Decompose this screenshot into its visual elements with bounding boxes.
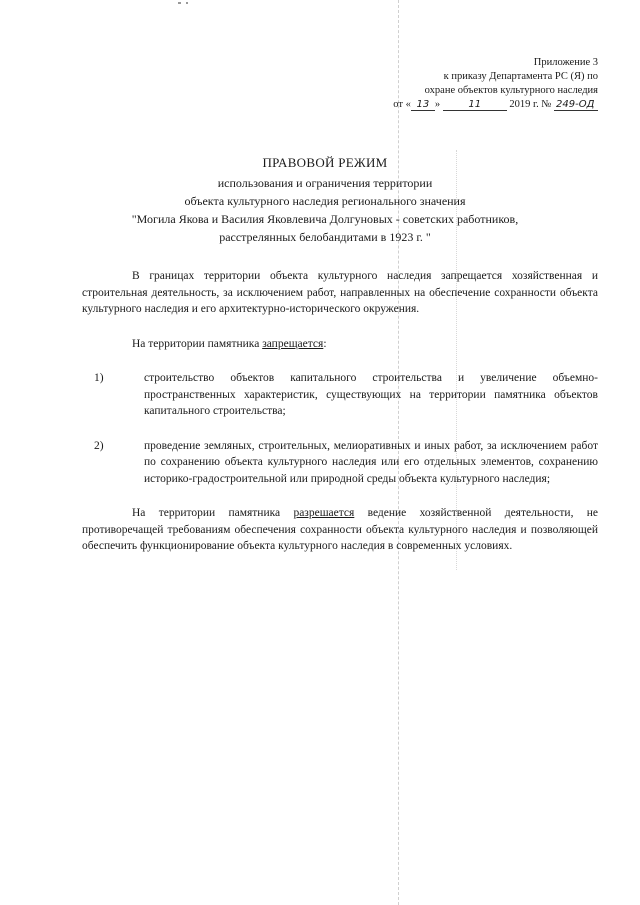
- title-line-4: расстрелянных белобандитами в 1923 г. ": [219, 230, 431, 244]
- paragraph-3-suffix: ведение хозяйственной деятельности, не противоречащей требованиям обеспечения сохранности объекта культурного наследия и позволяющей обеспечить функционирование объекта культурного наследия в современных условиях.: [82, 507, 598, 552]
- date-mid: »: [434, 99, 441, 110]
- handwritten-day: 13: [411, 99, 435, 111]
- handwritten-order-number: 249-ОД: [554, 99, 598, 111]
- list-item-1-text: строительство объектов капитального строительства и увеличение объемно-пространственных характеристик, существующих на территории памятника объектов капитального строительства;: [144, 372, 598, 417]
- appendix-line-2: к приказу Департамента РС (Я) по: [443, 71, 598, 82]
- list-item-2-text: проведение земляных, строительных, мелиоративных и иных работ, за исключением работ по сохранению объекта культурного наследия или его отдельных элементов, сохранению историко-градостроительной или природной среды объекта культурного наследия;: [144, 439, 598, 485]
- permitted-keyword: разрешается: [293, 507, 355, 519]
- title-line-1: использования и ограничения территории: [217, 176, 433, 190]
- appendix-line-3: охране объектов культурного наследия: [424, 85, 598, 96]
- scan-speck: [186, 2, 188, 4]
- document-title-block: [60, 154, 590, 246]
- scan-speck: [178, 2, 181, 4]
- handwritten-month: 11: [443, 99, 507, 111]
- paragraph-2: [82, 336, 598, 353]
- paragraph-3-prefix: На территории памятника: [132, 507, 294, 519]
- document-title: ПРАВОВОЙ РЕЖИМ: [262, 155, 388, 170]
- paragraph-2-prefix: На территории памятника: [132, 337, 263, 350]
- title-line-2: объекта культурного наследия регионального значения: [184, 194, 466, 208]
- appendix-line-1: Приложение 3: [533, 57, 598, 68]
- list-item-2-number: 2): [94, 439, 104, 452]
- appendix-date-line: [358, 98, 598, 112]
- list-item-1-number: 1): [94, 372, 104, 384]
- document-body: [82, 268, 598, 555]
- paragraph-2-suffix: :: [323, 337, 327, 350]
- prohibited-keyword: запрещается: [262, 337, 324, 350]
- appendix-header: [358, 56, 598, 112]
- list-item-2: [82, 438, 598, 488]
- list-item-1: [82, 370, 598, 420]
- paragraph-1: В границах территории объекта культурного наследия запрещается хозяйственная и строительная деятельность, за исключением работ, направленных на обеспечение сохранности объекта культурного наследия и его архитектурно-исторического окружения.: [82, 270, 598, 315]
- paragraph-3: [82, 505, 598, 555]
- date-prefix: от «: [393, 99, 411, 110]
- date-year: 2019 г. №: [509, 99, 552, 110]
- title-line-3: "Могила Якова и Василия Яковлевича Долгуновых - советских работников,: [131, 212, 519, 226]
